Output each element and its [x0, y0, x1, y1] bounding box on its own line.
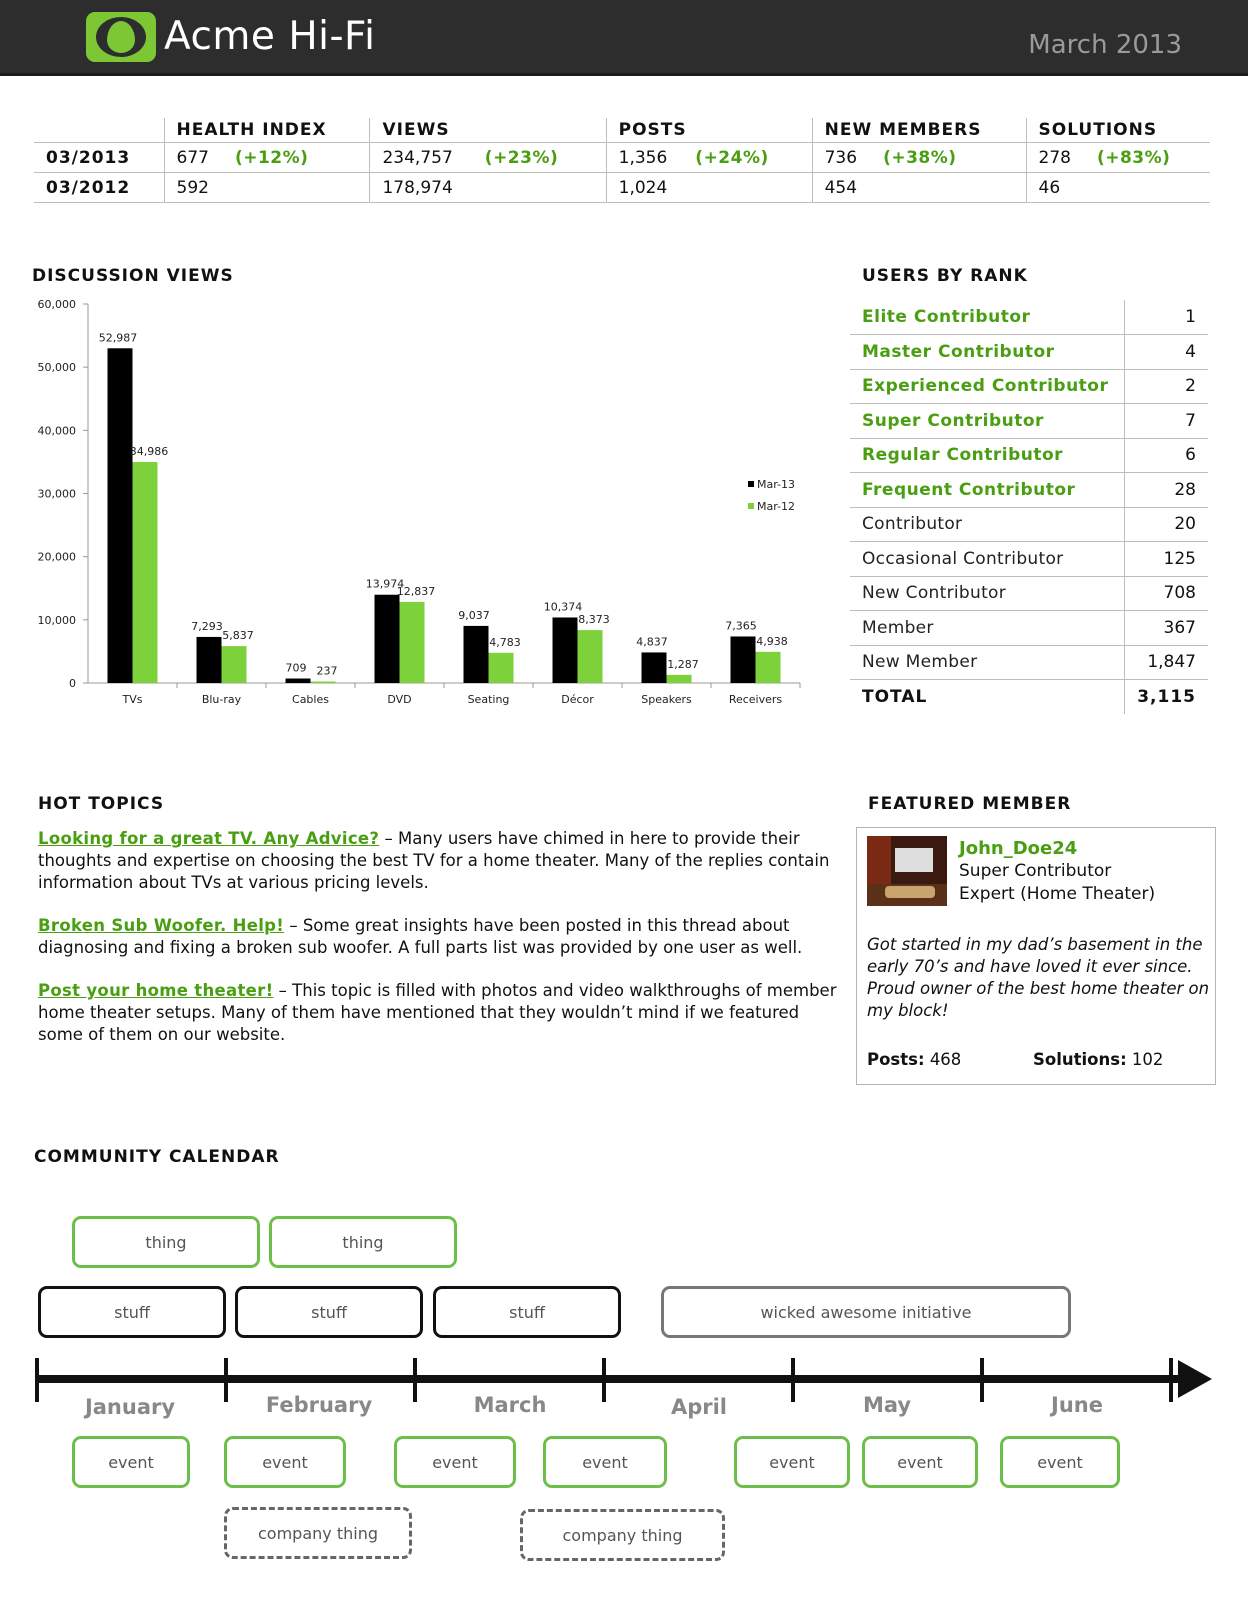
- stat-cell: 677 (+12%): [164, 143, 370, 173]
- calendar-company-thing[interactable]: company thing: [520, 1509, 725, 1561]
- row-label: 03/2012: [34, 173, 164, 203]
- rank-label: Occasional Contributor: [850, 542, 1124, 577]
- col-posts: POSTS: [606, 118, 812, 143]
- table-row: [34, 173, 1210, 203]
- legend-label: Mar-12: [757, 500, 796, 513]
- stat-cell: 592: [164, 173, 370, 203]
- bar: [197, 637, 222, 683]
- topic-item: Looking for a great TV. Any Advice? – Many users have chimed in here to provide their thoughts and expertise on choosing the best TV for a home theater. Many of the replies contain information about TVs at various pricing levels.: [38, 829, 830, 892]
- bar: [642, 652, 667, 683]
- table-row: [850, 611, 1208, 646]
- month-label: January: [84, 1395, 176, 1419]
- y-tick-label: 20,000: [37, 550, 76, 564]
- timeline-tick: [1169, 1358, 1173, 1402]
- member-solutions: Solutions: 102: [1033, 1050, 1164, 1069]
- x-tick-label: DVD: [387, 693, 412, 706]
- table-row: [850, 576, 1208, 611]
- bar: [578, 630, 603, 683]
- x-tick-label: Décor: [561, 693, 594, 706]
- data-label: 237: [316, 664, 338, 678]
- member-quote: Got started in my dad’s basement in the early 70’s and have loved it ever since. Proud owner of the best home theater on my block!: [867, 935, 1210, 1020]
- timeline-tick: [602, 1358, 606, 1402]
- rank-count: 2: [1124, 369, 1208, 404]
- col-views: VIEWS: [370, 118, 606, 143]
- x-tick-label: Cables: [292, 693, 329, 706]
- x-tick-label: Seating: [467, 693, 510, 706]
- featured-member-title: FEATURED MEMBER: [868, 794, 1072, 814]
- hot-topics-list: [38, 828, 838, 1067]
- rank-count: 708: [1124, 576, 1208, 611]
- stat-cell: 1,356 (+24%): [606, 143, 812, 173]
- table-row: [34, 143, 1210, 173]
- rank-label: Master Contributor: [850, 335, 1124, 370]
- timeline-tick: [224, 1358, 228, 1402]
- legend-swatch: [748, 503, 754, 509]
- member-expertise: Expert (Home Theater): [959, 884, 1156, 904]
- stat-cell: 178,974: [370, 173, 606, 203]
- x-tick-label: Speakers: [641, 693, 692, 706]
- data-label: 7,293: [191, 619, 223, 633]
- header-bar: [0, 0, 1248, 76]
- total-label: TOTAL: [862, 687, 928, 707]
- community-calendar-title: COMMUNITY CALENDAR: [34, 1147, 280, 1167]
- rank-count: 1: [1124, 300, 1208, 335]
- month-label: March: [473, 1393, 547, 1417]
- data-label: 1,287: [667, 657, 699, 671]
- bar: [311, 682, 336, 683]
- calendar-event[interactable]: event: [862, 1436, 978, 1488]
- legend-swatch: [748, 481, 754, 487]
- y-tick-label: 50,000: [37, 361, 76, 375]
- rank-label: Contributor: [850, 507, 1124, 542]
- calendar-thing[interactable]: thing: [269, 1216, 457, 1268]
- y-tick-label: 60,000: [37, 298, 76, 311]
- calendar-event[interactable]: event: [734, 1436, 850, 1488]
- month-label: May: [862, 1393, 912, 1417]
- row-label: 03/2013: [34, 143, 164, 173]
- bar: [464, 626, 489, 683]
- topic-link[interactable]: Post your home theater!: [38, 981, 274, 1000]
- bar: [400, 602, 425, 683]
- y-tick-label: 10,000: [37, 613, 76, 627]
- brand-name: Acme Hi-Fi: [164, 14, 376, 59]
- rank-label: Super Contributor: [850, 404, 1124, 439]
- topic-link[interactable]: Looking for a great TV. Any Advice?: [38, 829, 380, 848]
- topic-link[interactable]: Broken Sub Woofer. Help!: [38, 916, 285, 935]
- data-label: 4,837: [636, 635, 668, 649]
- calendar-timeline: [36, 1375, 1184, 1383]
- data-label: 10,374: [543, 600, 583, 614]
- featured-member-card: [856, 827, 1216, 1085]
- data-label: 13,974: [365, 577, 405, 591]
- table-row: [850, 369, 1208, 404]
- bar: [731, 636, 756, 683]
- stat-cell: 454: [812, 173, 1026, 203]
- rank-count: 125: [1124, 542, 1208, 577]
- rank-label: Experienced Contributor: [850, 369, 1124, 404]
- calendar-event[interactable]: event: [1000, 1436, 1120, 1488]
- timeline-tick: [791, 1358, 795, 1402]
- rank-count: 1,847: [1124, 645, 1208, 680]
- stat-cell: 234,757 (+23%): [370, 143, 606, 173]
- calendar-event[interactable]: event: [72, 1436, 190, 1488]
- y-tick-label: 0: [69, 677, 76, 690]
- rank-count: 20: [1124, 507, 1208, 542]
- rank-count: 367: [1124, 611, 1208, 646]
- data-label: 4,783: [489, 635, 521, 649]
- bar: [133, 462, 158, 683]
- table-row: [850, 645, 1208, 680]
- discussion-views-chart: [30, 298, 830, 734]
- stat-cell: 46: [1026, 173, 1210, 203]
- stat-cell: 736 (+38%): [812, 143, 1026, 173]
- bar: [489, 653, 514, 683]
- member-name[interactable]: John_Doe24: [959, 838, 1078, 859]
- users-by-rank-table: [850, 300, 1208, 714]
- month-label: April: [670, 1395, 728, 1419]
- data-label: 9,037: [458, 608, 490, 622]
- month-label: February: [265, 1393, 373, 1417]
- bar: [375, 595, 400, 683]
- rank-label: Elite Contributor: [850, 300, 1124, 335]
- y-tick-label: 40,000: [37, 424, 76, 438]
- table-row: [850, 404, 1208, 439]
- rank-label: Regular Contributor: [850, 438, 1124, 473]
- rank-label: Member: [850, 611, 1124, 646]
- col-new-members: NEW MEMBERS: [812, 118, 1026, 143]
- stat-cell: 278 (+83%): [1026, 143, 1210, 173]
- stat-cell: 1,024: [606, 173, 812, 203]
- calendar-company-thing[interactable]: company thing: [224, 1507, 412, 1559]
- avatar: [867, 836, 947, 906]
- bar: [108, 348, 133, 683]
- table-row: [850, 335, 1208, 370]
- data-label: 4,938: [756, 634, 788, 648]
- data-label: 12,837: [396, 584, 436, 598]
- bar: [553, 617, 578, 683]
- total-value: 3,115: [1124, 680, 1208, 715]
- users-by-rank-title: USERS BY RANK: [862, 266, 1028, 286]
- data-label: 709: [285, 661, 307, 675]
- legend-label: Mar-13: [757, 478, 796, 491]
- table-row: [850, 438, 1208, 473]
- total-row: [850, 680, 1208, 715]
- bar: [756, 652, 781, 683]
- month-label: June: [1051, 1393, 1103, 1417]
- bar: [286, 679, 311, 683]
- rank-count: 7: [1124, 404, 1208, 439]
- stats-table: [34, 118, 1210, 203]
- logo-icon: [86, 12, 156, 62]
- calendar-event[interactable]: event: [394, 1436, 516, 1488]
- calendar-stuff[interactable]: stuff: [433, 1286, 621, 1338]
- x-tick-label: Blu-ray: [201, 693, 242, 706]
- table-row: [850, 507, 1208, 542]
- calendar-initiative[interactable]: wicked awesome initiative: [661, 1286, 1071, 1338]
- bar: [667, 675, 692, 683]
- bar: [222, 646, 247, 683]
- y-tick-label: 30,000: [37, 487, 76, 501]
- timeline-tick: [980, 1358, 984, 1402]
- rank-label: New Member: [850, 645, 1124, 680]
- calendar-stuff[interactable]: stuff: [38, 1286, 226, 1338]
- data-label: 7,365: [725, 619, 757, 633]
- calendar-event[interactable]: event: [543, 1436, 667, 1488]
- calendar-thing[interactable]: thing: [72, 1216, 260, 1268]
- data-label: 8,373: [578, 613, 610, 627]
- rank-count: 4: [1124, 335, 1208, 370]
- data-label: 34,986: [129, 445, 169, 459]
- x-tick-label: TVs: [122, 693, 143, 706]
- timeline-tick: [413, 1358, 417, 1402]
- rank-label: Frequent Contributor: [850, 473, 1124, 508]
- timeline-arrow-icon: [1178, 1360, 1212, 1398]
- calendar-stuff[interactable]: stuff: [235, 1286, 423, 1338]
- timeline-tick: [35, 1358, 39, 1402]
- col-health-index: HEALTH INDEX: [164, 118, 370, 143]
- topic-item: Post your home theater! – This topic is filled with photos and video walkthroughs of member home theater setups. Many of them have mentioned that they wouldn’t mind if we featured some of them on our website.: [38, 981, 837, 1044]
- data-label: 52,987: [98, 331, 138, 345]
- data-label: 5,837: [222, 629, 254, 643]
- col-solutions: SOLUTIONS: [1026, 118, 1210, 143]
- rank-count: 6: [1124, 438, 1208, 473]
- table-row: [850, 473, 1208, 508]
- rank-label: New Contributor: [850, 576, 1124, 611]
- report-period: March 2013: [1028, 30, 1182, 60]
- discussion-views-title: DISCUSSION VIEWS: [32, 266, 234, 286]
- x-tick-label: Receivers: [728, 693, 783, 706]
- table-row: [850, 300, 1208, 335]
- member-posts: Posts: 468: [867, 1050, 962, 1069]
- table-row: [850, 542, 1208, 577]
- rank-count: 28: [1124, 473, 1208, 508]
- member-rank: Super Contributor: [959, 861, 1112, 881]
- calendar-event[interactable]: event: [224, 1436, 346, 1488]
- hot-topics-title: HOT TOPICS: [38, 794, 165, 814]
- topic-item: Broken Sub Woofer. Help! – Some great insights have been posted in this thread about diagnosing and fixing a broken sub woofer. A full parts list was provided by one user as well.: [38, 916, 803, 957]
